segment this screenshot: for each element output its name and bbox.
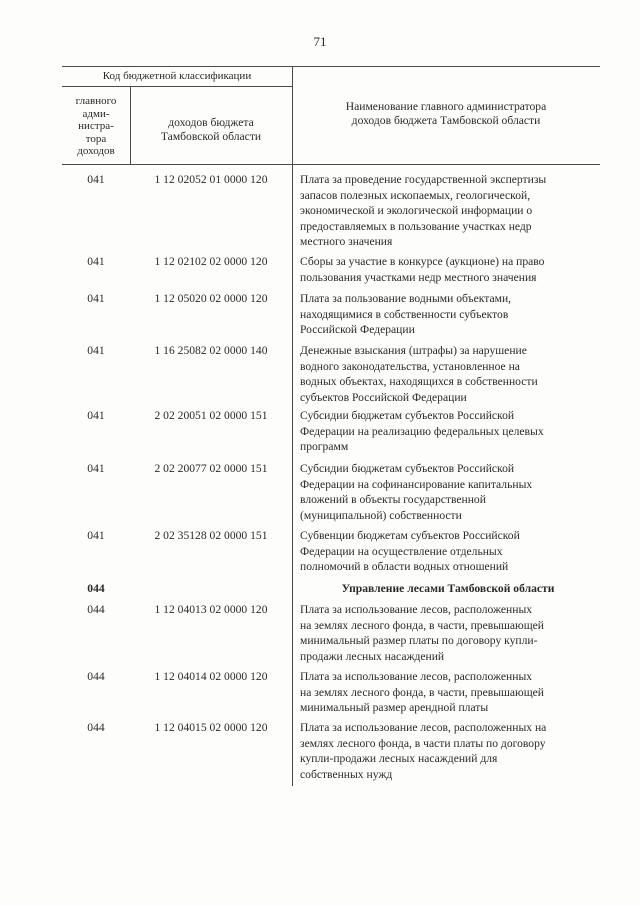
row-name <box>300 528 596 575</box>
group-header-divider <box>62 86 292 87</box>
row-name <box>300 254 596 285</box>
row-name-line: местного значения <box>300 235 393 249</box>
row-name-line: Федерации на осуществление отдельных <box>300 544 503 558</box>
row-name-line: Плата за пользование водными объектами, <box>300 292 512 305</box>
row-name <box>300 343 596 405</box>
row-name-line: пользования участками недр местного значения <box>300 270 537 284</box>
row-name-line: полномочий в области водных отношений <box>300 560 509 574</box>
row-name <box>300 461 596 523</box>
row-name-line: Федерации на реализацию федеральных целевых <box>300 424 544 438</box>
row-name-line: запасов полезных ископаемых, геологической, <box>300 188 531 202</box>
row-name <box>300 669 596 716</box>
row-name-line: Денежные взыскания (штрафы) за нарушение <box>300 344 527 357</box>
row-budget-code: 1 12 04014 02 0000 120 <box>154 670 268 683</box>
row-name-line: на землях лесного фонда, в части, превышающей <box>300 685 544 699</box>
row-name-line: купли-продажи лесных насаждений для <box>300 752 498 766</box>
header-col-admin: главного адми- нистра- тора доходов <box>75 95 117 157</box>
row-admin-code: 041 <box>87 173 105 186</box>
table-top-border <box>62 66 600 67</box>
row-name-line: Субвенции бюджетам субъектов Российской <box>300 529 520 542</box>
row-admin-code: 041 <box>87 255 105 268</box>
row-name <box>300 720 596 782</box>
row-budget-code: 1 16 25082 02 0000 140 <box>154 344 268 357</box>
row-name-line: предоставляемых в пользование участках недр <box>300 219 532 233</box>
row-name-line: Субсидии бюджетам субъектов Российской <box>300 409 515 422</box>
row-name-line: минимальный размер арендной платы <box>300 701 489 715</box>
row-name-line: собственных нужд <box>300 767 393 781</box>
row-budget-code: 2 02 20077 02 0000 151 <box>154 462 268 475</box>
row-admin-code: 041 <box>87 462 105 475</box>
row-admin-code: 044 <box>87 721 105 734</box>
section-title <box>300 581 596 597</box>
row-name-line: на землях лесного фонда, в части, превышающей <box>300 618 544 632</box>
budget-classification-table <box>62 66 600 786</box>
row-name-line: Сборы за участие в конкурсе (аукционе) на право <box>300 255 545 268</box>
page-number: 71 <box>313 34 327 49</box>
row-name-line: Субсидии бюджетам субъектов Российской <box>300 462 515 475</box>
row-admin-code: 044 <box>87 670 105 683</box>
row-name <box>300 291 596 338</box>
row-name-line: Плата за использование лесов, расположенных на <box>300 721 547 734</box>
row-name-line: программ <box>300 440 349 454</box>
header-bottom-border <box>62 164 600 165</box>
row-admin-code: 041 <box>87 409 105 422</box>
row-name-line: находящимися в собственности субъектов <box>300 307 509 321</box>
row-budget-code: 2 02 35128 02 0000 151 <box>154 529 268 542</box>
row-budget-code: 1 12 02102 02 0000 120 <box>154 255 268 268</box>
row-admin-code: 041 <box>87 344 105 357</box>
row-name-line: Федерации на софинансирование капитальных <box>300 477 533 491</box>
row-budget-code: 1 12 02052 01 0000 120 <box>154 173 268 186</box>
row-budget-code: 1 12 04013 02 0000 120 <box>154 603 268 616</box>
row-name-line: субъектов Российской Федерации <box>300 390 467 404</box>
row-name <box>300 602 596 664</box>
row-name-line: водного законодательства, установленное на <box>300 359 520 373</box>
row-name-line: минимальный размер платы по договору купли- <box>300 634 538 648</box>
row-admin-code: 041 <box>87 529 105 542</box>
row-name-line: продажи лесных насаждений <box>300 649 445 663</box>
row-name <box>300 408 596 455</box>
row-name-line: водных объектах, находящихся в собственности <box>300 375 538 389</box>
row-admin-code: 044 <box>87 582 105 595</box>
row-name-line: экономической и экологической информации о <box>300 204 533 218</box>
row-budget-code: 2 02 20051 02 0000 151 <box>154 409 268 422</box>
header-col-code: доходов бюджета Тамбовской области <box>160 116 262 143</box>
row-name-line: вложений в объекты государственной <box>300 493 486 507</box>
row-name-line: Управление лесами Тамбовской области <box>341 582 555 595</box>
row-name-line: Плата за использование лесов, расположенных <box>300 603 533 616</box>
row-budget-code: 1 12 04015 02 0000 120 <box>154 721 268 734</box>
row-name-line: (муниципальной) собственности <box>300 508 462 522</box>
row-budget-code: 1 12 05020 02 0000 120 <box>154 292 268 305</box>
row-name-line: Плата за проведение государственной экспертизы <box>300 173 547 186</box>
row-name-line: Российской Федерации <box>300 323 415 337</box>
group-header: Код бюджетной классификации <box>102 70 252 82</box>
header-col-name: Наименование главного администратора доходов бюджета Тамбовской области <box>345 100 547 127</box>
row-admin-code: 044 <box>87 603 105 616</box>
row-name-line: землях лесного фонда, в части платы по договору <box>300 736 546 750</box>
column-divider-2 <box>292 66 293 786</box>
row-name <box>300 172 596 250</box>
row-admin-code: 041 <box>87 292 105 305</box>
row-name-line: Плата за использование лесов, расположенных <box>300 670 533 683</box>
